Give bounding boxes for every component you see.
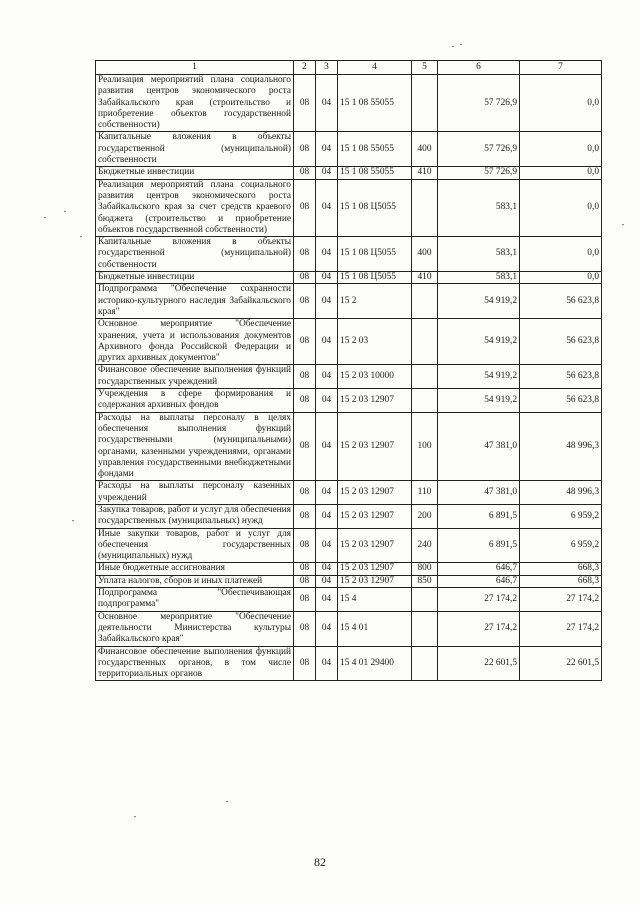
row-section-cell: 08 <box>294 179 316 236</box>
row-target-article-cell: 15 1 08 Ц5055 <box>338 179 412 236</box>
row-target-article-cell: 15 2 03 12907 <box>338 504 412 528</box>
row-target-article-cell: 15 2 03 12907 <box>338 528 412 563</box>
row-target-article-cell: 15 2 03 <box>338 319 412 365</box>
row-section-cell: 08 <box>294 319 316 365</box>
row-target-article-cell: 15 2 03 12907 <box>338 412 412 481</box>
header-col-1: 1 <box>96 61 294 75</box>
row-name-cell: Подпрограмма "Обеспечение сохранности историко-культурного наследия Забайкальского края" <box>96 284 294 319</box>
row-amount-year1-cell: 646,7 <box>438 563 520 575</box>
row-amount-year2-cell: 56 623,8 <box>520 389 602 413</box>
row-subsection-cell: 04 <box>316 319 338 365</box>
row-subsection-cell: 04 <box>316 575 338 587</box>
budget-table <box>95 60 602 681</box>
row-subsection-cell: 04 <box>316 75 338 132</box>
table-row <box>96 528 602 563</box>
row-expense-type-cell: 400 <box>412 237 438 272</box>
table-row <box>96 575 602 587</box>
table-row <box>96 272 602 284</box>
scan-speck <box>622 224 624 225</box>
row-amount-year1-cell: 54 919,2 <box>438 319 520 365</box>
scan-speck <box>226 801 228 802</box>
row-name-cell: Иные закупки товаров, работ и услуг для обеспечения государственных (муниципальных) нужд <box>96 528 294 563</box>
row-expense-type-cell: 410 <box>412 167 438 179</box>
row-amount-year2-cell: 6 959,2 <box>520 528 602 563</box>
row-expense-type-cell <box>412 389 438 413</box>
row-subsection-cell: 04 <box>316 646 338 681</box>
row-name-cell: Расходы на выплаты персоналу в целях обеспечения выполнения функций государственными (муниципальными) органами, казенными учреждениями, органами управления государственными внебюджетными фондами <box>96 412 294 481</box>
row-section-cell: 08 <box>294 167 316 179</box>
row-name-cell: Реализация мероприятий плана социального развития центров экономического роста Забайкальского края за счет средств краевого бюджета (строительство и приобретение объектов государственной собственности) <box>96 179 294 236</box>
table-header-row <box>96 61 602 75</box>
row-target-article-cell: 15 1 08 55055 <box>338 132 412 167</box>
row-amount-year2-cell: 6 959,2 <box>520 504 602 528</box>
row-subsection-cell: 04 <box>316 563 338 575</box>
row-name-cell: Финансовое обеспечение выполнения функций государственных органов, в том числе территориальных органов <box>96 646 294 681</box>
row-section-cell: 08 <box>294 611 316 646</box>
row-target-article-cell: 15 1 08 55055 <box>338 75 412 132</box>
row-section-cell: 08 <box>294 646 316 681</box>
table-row <box>96 284 602 319</box>
row-expense-type-cell <box>412 588 438 612</box>
table-row <box>96 481 602 505</box>
row-section-cell: 08 <box>294 528 316 563</box>
row-target-article-cell: 15 2 03 12907 <box>338 563 412 575</box>
row-expense-type-cell: 400 <box>412 132 438 167</box>
header-col-4: 4 <box>338 61 412 75</box>
scan-speck <box>134 816 136 817</box>
page-number: 82 <box>314 855 326 869</box>
row-section-cell: 08 <box>294 389 316 413</box>
row-name-cell: Расходы на выплаты персоналу казенных учреждений <box>96 481 294 505</box>
row-amount-year2-cell: 0,0 <box>520 179 602 236</box>
row-amount-year2-cell: 0,0 <box>520 167 602 179</box>
row-section-cell: 08 <box>294 132 316 167</box>
table-row <box>96 611 602 646</box>
row-section-cell: 08 <box>294 563 316 575</box>
row-subsection-cell: 04 <box>316 412 338 481</box>
row-amount-year2-cell: 48 996,3 <box>520 481 602 505</box>
row-amount-year1-cell: 27 174,2 <box>438 588 520 612</box>
table-row <box>96 179 602 236</box>
row-target-article-cell: 15 4 01 29400 <box>338 646 412 681</box>
row-subsection-cell: 04 <box>316 528 338 563</box>
row-subsection-cell: 04 <box>316 365 338 389</box>
row-amount-year2-cell: 22 601,5 <box>520 646 602 681</box>
row-expense-type-cell: 410 <box>412 272 438 284</box>
row-amount-year1-cell: 583,1 <box>438 272 520 284</box>
row-expense-type-cell <box>412 284 438 319</box>
row-subsection-cell: 04 <box>316 237 338 272</box>
row-amount-year2-cell: 0,0 <box>520 237 602 272</box>
table-row <box>96 75 602 132</box>
table-row <box>96 319 602 365</box>
row-name-cell: Уплата налогов, сборов и иных платежей <box>96 575 294 587</box>
row-section-cell: 08 <box>294 272 316 284</box>
row-subsection-cell: 04 <box>316 284 338 319</box>
row-expense-type-cell: 110 <box>412 481 438 505</box>
row-subsection-cell: 04 <box>316 132 338 167</box>
row-name-cell: Реализация мероприятий плана социального развития центров экономического роста Забайкальского края (строительство и приобретение объектов государственной собственности) <box>96 75 294 132</box>
row-expense-type-cell: 240 <box>412 528 438 563</box>
row-name-cell: Основное мероприятие "Обеспечение хранения, учета и использования документов Архивного фонда Российской Федерации и других архивных документов" <box>96 319 294 365</box>
header-col-5: 5 <box>412 61 438 75</box>
table-row <box>96 412 602 481</box>
table-row <box>96 167 602 179</box>
row-target-article-cell: 15 2 03 10000 <box>338 365 412 389</box>
row-name-cell: Подпрограмма "Обеспечивающая подпрограмма" <box>96 588 294 612</box>
row-expense-type-cell: 200 <box>412 504 438 528</box>
row-amount-year2-cell: 0,0 <box>520 75 602 132</box>
row-target-article-cell: 15 4 01 <box>338 611 412 646</box>
table-row <box>96 237 602 272</box>
row-expense-type-cell <box>412 319 438 365</box>
row-amount-year1-cell: 57 726,9 <box>438 132 520 167</box>
row-amount-year2-cell: 56 623,8 <box>520 319 602 365</box>
row-target-article-cell: 15 2 03 12907 <box>338 575 412 587</box>
row-amount-year1-cell: 47 381,0 <box>438 412 520 481</box>
row-section-cell: 08 <box>294 575 316 587</box>
row-expense-type-cell: 100 <box>412 412 438 481</box>
row-expense-type-cell <box>412 179 438 236</box>
row-amount-year2-cell: 668,3 <box>520 575 602 587</box>
row-name-cell: Бюджетные инвестиции <box>96 272 294 284</box>
row-name-cell: Финансовое обеспечение выполнения функций государственных учреждений <box>96 365 294 389</box>
row-amount-year2-cell: 0,0 <box>520 272 602 284</box>
table-row <box>96 646 602 681</box>
row-amount-year2-cell: 56 623,8 <box>520 284 602 319</box>
table-row <box>96 389 602 413</box>
scan-speck <box>72 520 74 521</box>
row-section-cell: 08 <box>294 365 316 389</box>
table-row <box>96 504 602 528</box>
table-row <box>96 588 602 612</box>
row-section-cell: 08 <box>294 588 316 612</box>
row-amount-year1-cell: 646,7 <box>438 575 520 587</box>
row-amount-year1-cell: 6 891,5 <box>438 528 520 563</box>
row-section-cell: 08 <box>294 284 316 319</box>
row-amount-year2-cell: 668,3 <box>520 563 602 575</box>
row-amount-year2-cell: 0,0 <box>520 132 602 167</box>
scan-speck <box>64 211 66 212</box>
row-section-cell: 08 <box>294 237 316 272</box>
scan-speck <box>460 44 462 45</box>
row-amount-year1-cell: 6 891,5 <box>438 504 520 528</box>
row-subsection-cell: 04 <box>316 588 338 612</box>
row-section-cell: 08 <box>294 481 316 505</box>
row-section-cell: 08 <box>294 75 316 132</box>
table-row <box>96 132 602 167</box>
row-amount-year1-cell: 27 174,2 <box>438 611 520 646</box>
row-amount-year1-cell: 583,1 <box>438 237 520 272</box>
row-target-article-cell: 15 4 <box>338 588 412 612</box>
row-name-cell: Закупка товаров, работ и услуг для обеспечения государственных (муниципальных) нужд <box>96 504 294 528</box>
row-subsection-cell: 04 <box>316 504 338 528</box>
row-subsection-cell: 04 <box>316 167 338 179</box>
row-target-article-cell: 15 2 03 12907 <box>338 481 412 505</box>
row-target-article-cell: 15 2 <box>338 284 412 319</box>
row-amount-year1-cell: 57 726,9 <box>438 167 520 179</box>
row-subsection-cell: 04 <box>316 389 338 413</box>
header-col-3: 3 <box>316 61 338 75</box>
table-row <box>96 365 602 389</box>
row-expense-type-cell <box>412 611 438 646</box>
row-amount-year1-cell: 54 919,2 <box>438 365 520 389</box>
header-col-6: 6 <box>438 61 520 75</box>
row-amount-year1-cell: 583,1 <box>438 179 520 236</box>
row-subsection-cell: 04 <box>316 179 338 236</box>
row-expense-type-cell <box>412 75 438 132</box>
row-name-cell: Иные бюджетные ассигнования <box>96 563 294 575</box>
row-name-cell: Капитальные вложения в объекты государственной (муниципальной) собственности <box>96 237 294 272</box>
row-expense-type-cell <box>412 646 438 681</box>
row-amount-year1-cell: 57 726,9 <box>438 75 520 132</box>
row-name-cell: Бюджетные инвестиции <box>96 167 294 179</box>
row-name-cell: Основное мероприятие "Обеспечение деятельности Министерства культуры Забайкальского края" <box>96 611 294 646</box>
row-amount-year1-cell: 47 381,0 <box>438 481 520 505</box>
row-target-article-cell: 15 1 08 Ц5055 <box>338 237 412 272</box>
scan-speck <box>452 46 454 47</box>
header-col-2: 2 <box>294 61 316 75</box>
row-subsection-cell: 04 <box>316 481 338 505</box>
row-amount-year2-cell: 48 996,3 <box>520 412 602 481</box>
row-amount-year1-cell: 54 919,2 <box>438 389 520 413</box>
row-section-cell: 08 <box>294 504 316 528</box>
row-target-article-cell: 15 2 03 12907 <box>338 389 412 413</box>
row-target-article-cell: 15 1 08 Ц5055 <box>338 272 412 284</box>
row-section-cell: 08 <box>294 412 316 481</box>
row-expense-type-cell: 850 <box>412 575 438 587</box>
row-amount-year1-cell: 54 919,2 <box>438 284 520 319</box>
row-subsection-cell: 04 <box>316 611 338 646</box>
row-amount-year1-cell: 22 601,5 <box>438 646 520 681</box>
row-expense-type-cell: 800 <box>412 563 438 575</box>
table-row <box>96 563 602 575</box>
row-name-cell: Учреждения в сфере формирования и содержания архивных фондов <box>96 389 294 413</box>
row-target-article-cell: 15 1 08 55055 <box>338 167 412 179</box>
row-amount-year2-cell: 56 623,8 <box>520 365 602 389</box>
row-expense-type-cell <box>412 365 438 389</box>
row-name-cell: Капитальные вложения в объекты государственной (муниципальной) собственности <box>96 132 294 167</box>
scan-speck <box>80 236 82 237</box>
row-amount-year2-cell: 27 174,2 <box>520 611 602 646</box>
header-col-7: 7 <box>520 61 602 75</box>
row-amount-year2-cell: 27 174,2 <box>520 588 602 612</box>
row-subsection-cell: 04 <box>316 272 338 284</box>
scan-speck <box>44 217 46 218</box>
